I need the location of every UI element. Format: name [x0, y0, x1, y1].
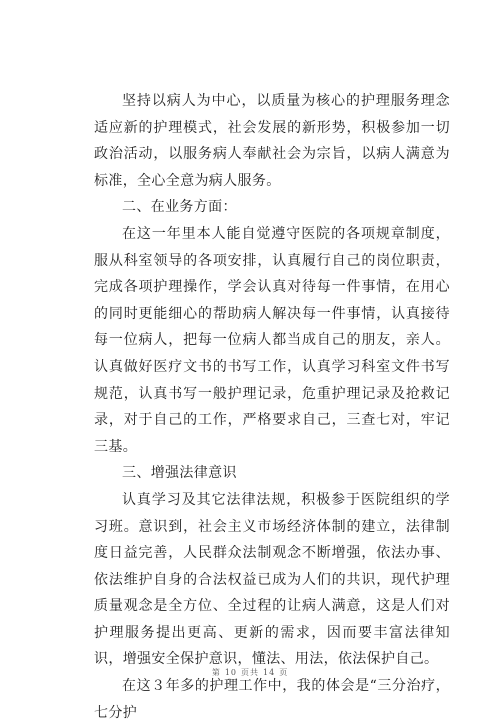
- footer-total-pages: 14: [263, 668, 276, 677]
- paragraph-legal-awareness: 认真学习及其它法律法规，积极参于医院组织的学习班。意识到，社会主义市场经济体制的建立，法律制度日益完善，人民群众法制观念不断增强，依法办事、依法维护自身的合法权益已成为人们的共识，现代护理质量观念是全方位、全过程的让病人满意，这是人们对护理服务提出更高、更新的需求，因而要丰富法律知识，增强安全保护意识，懂法、用法，依法保护自己。: [94, 491, 450, 668]
- footer-suffix: 页: [279, 668, 289, 677]
- footer-middle: 页共: [241, 668, 259, 677]
- paragraph-experience: 在这３年多的护理工作中，我的体会是“三分治疗，七分护: [94, 678, 450, 721]
- footer-current-page: 10: [224, 668, 237, 677]
- document-body: [94, 88, 450, 726]
- section-heading-legal: 三、增强法律意识: [122, 465, 237, 482]
- footer-prefix: 第: [211, 668, 221, 677]
- paragraph-service-philosophy: 坚持以病人为中心，以质量为核心的护理服务理念适应新的护理模式，社会发展的新形势，积极参加一切政治活动，以服务病人奉献社会为宗旨，以病人满意为标准，全心全意为病人服务。: [94, 93, 450, 189]
- paragraph-business-work: 在这一年里本人能自觉遵守医院的各项规章制度，服从科室领导的各项安排，认真履行自己的岗位职责，完成各项护理操作，学会认真对待每一件事情，在用心的同时更能细心的帮助病人解决每一件事情，认真接待每一位病人，把每一位病人都当成自己的朋友，亲人。认真做好医疗文书的书写工作，认真学习科室文件书写规范，认真书写一般护理记录，危重护理记录及抢救记录，对于自己的工作，严格要求自己，三查七对，牢记三基。: [94, 225, 450, 455]
- page-footer: [0, 667, 500, 678]
- section-heading-business: 二、在业务方面：: [122, 199, 237, 216]
